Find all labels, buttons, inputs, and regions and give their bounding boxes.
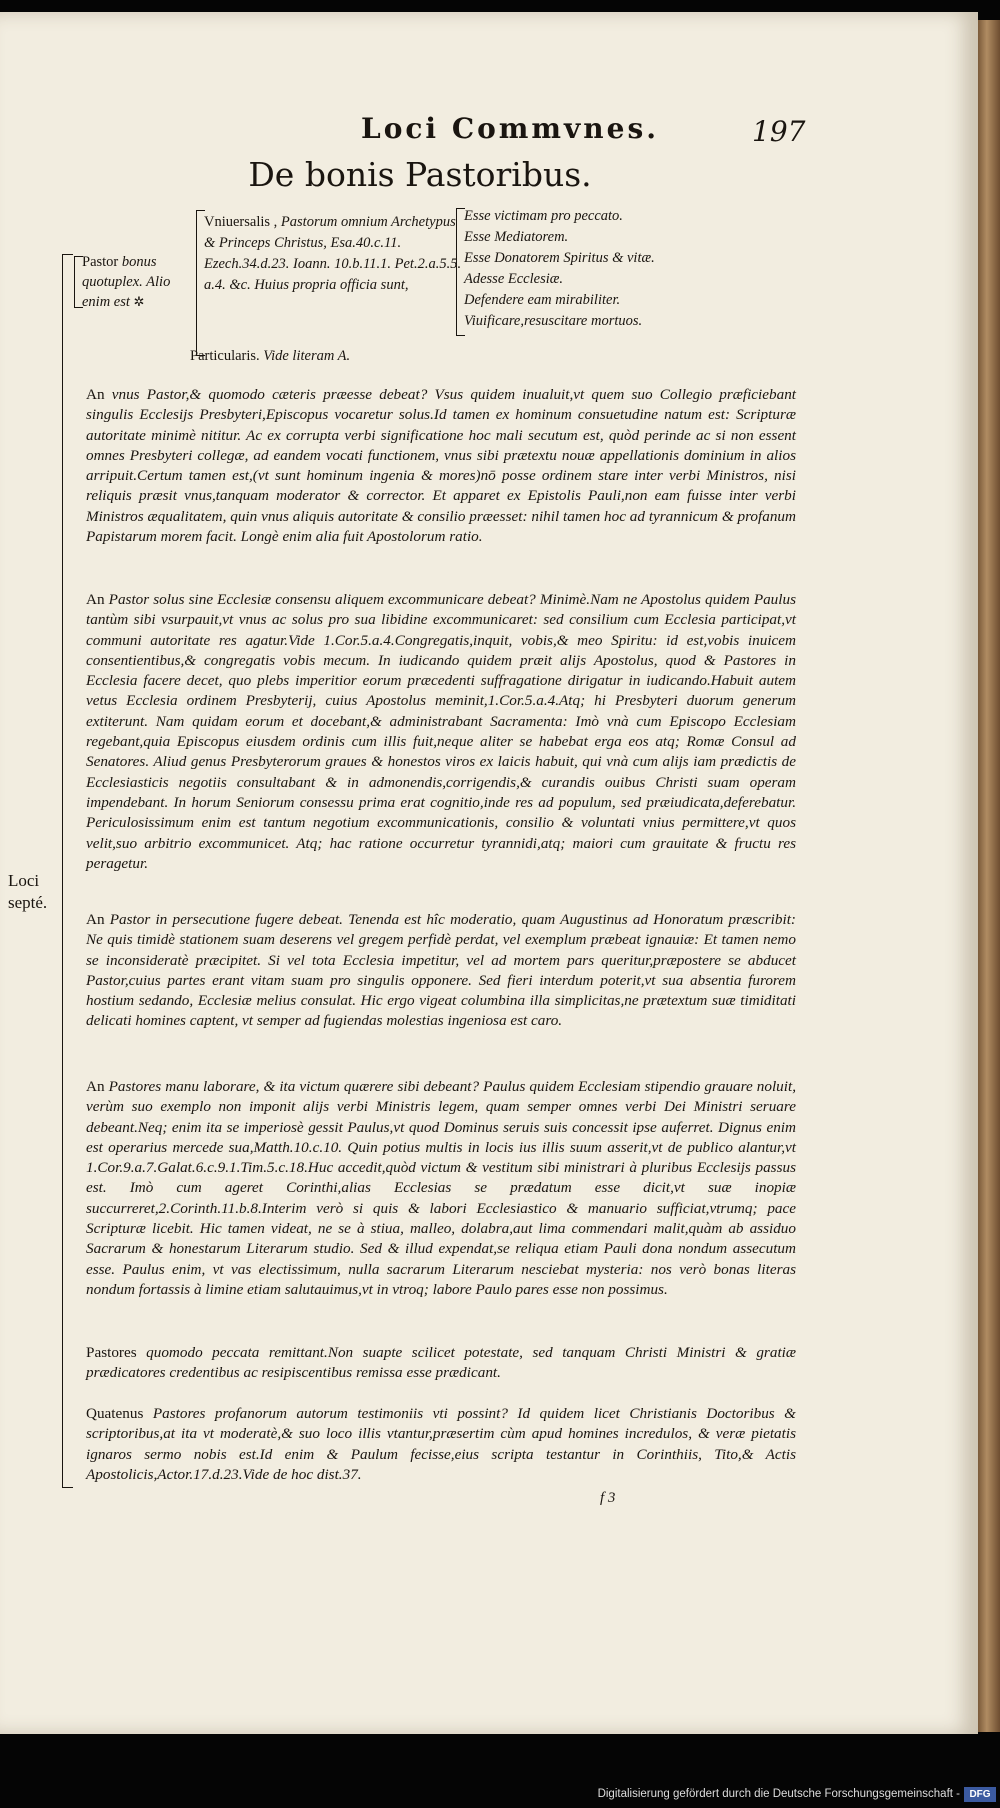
universalis-entry: [204, 212, 462, 296]
page-title: De bonis Pastoribus.: [248, 155, 592, 194]
asterisk-icon: ✲: [133, 294, 145, 309]
universalis-lead: Vniuersalis ,: [204, 214, 278, 230]
paragraph-text: vnus Pastor,& quomodo cæteris præesse debeat? Vsus quidem inualuit,vt quem suo Collegio præficiebant singulis Ecclesijs Presbyteri,Episcopus vocaretur solus.Id tamen ex hominum consuetudine natum est: Scripturæ autoritate minimè nititur. Ac ex corrupta verbi significatione hoc mali secutum est, quòd perinde ac si non essent omnes Presbyteri collegæ, ad eandem vocati functionem, vnus sibi prætextu nouæ appellationis dominium in alios arripuit.Certum tamen est,(vt sunt hominum ingenia & mores)nō posse ordinem stare inter verbi Ministros, nisi reliquis præsit vnus,tanquam moderator & corrector. Et apparet ex Epistolis Pauli,non eam fuisse inter verbi Ministros æqualitatem, quin vnus aliquis autoritate & consilio præesset: nihil tamen hoc ad tyrannicum & profanum Papistarum morem facit. Longè enim alia fuit Apostolorum ratio.: [86, 386, 797, 546]
officium-item: Defendere eam mirabiliter.: [464, 292, 621, 308]
book-page: [0, 12, 978, 1734]
paragraph: [86, 385, 796, 547]
particularis-lead: Particularis.: [190, 348, 260, 364]
running-head: Loci Commvnes.: [361, 112, 659, 145]
paragraph: [86, 1343, 796, 1384]
paragraph-lead: Quatenus: [86, 1405, 144, 1422]
pastor-label: [82, 252, 202, 312]
footer-bar: [0, 1785, 1000, 1808]
paragraph-text: quomodo peccata remittant.Non suapte scilicet potestate, sed tanquam Christi Ministri & gratiæ prædicatores credentibus ac resipiscentibus remissa esse prædicant.: [86, 1344, 797, 1382]
officium-item: Esse Mediatorem.: [464, 229, 569, 245]
paragraph-text: Pastores manu laborare, & ita victum quærere sibi debeant? Paulus quidem Ecclesiam stipendio grauare noluit, verùm suo exemplo non imponit alijs verbi Ministris legem, quam semper omnes verbi Dei Ministri seruare debeant.Neq; enim ita se imperiosè gessit Paulus,vt quod Dominus seruis suis concessit ipse auferret. Dignus enim est operarius mercede sua,Matth.10.c.10. Quin potius multis in locis ius illis suum asserit,vt de publico alantur,vt 1.Cor.9.a.7.Galat.6.c.9.1.Tim.5.c.18.Huc accedit,quòd victum & vestitum sibi ministrari à pluribus Ecclesijs passus est. Imò cum ageret Corinthi,alias Ecclesias se prædatum esse dicit,vt suæ inopiæ succurreret,2.Corinth.11.b.8.Interim verò si quis & labori Ecclesiastico & manuario sufficiat,vtrumq; pace Scripturæ licebit. Hic tamen videat, ne se à stiua, malleo, dolabra,aut lima commendari malit,quàm ab assiduo Sacrarum & honestarum Literarum studio. Sed & illud expendat,se reliqua etiam Pauli dona nondum assecutum esse. Paulus enim, vt vas electissimum, nulla sacrarum Literarum nesciebat mysteria: nos verò bonas literas nondum fortassis à limine etiam salutauimus,vt in vtroq; labore Paulo pares esse non possimus.: [86, 1078, 796, 1298]
page-number: 197: [752, 115, 806, 148]
paragraph-text: Pastor solus sine Ecclesiæ consensu aliquem excommunicare debeat? Minimè.Nam ne Apostolus quidem Paulus tantùm sibi vsurpauit,vt vnus ac solus pro sua libidine excommunicaret: sed consilium cum Ecclesia participat,vt communi autoritate res agatur.Vide 1.Cor.5.a.4.Congregatis,inquit, vobis,& meo Spiritu: id est,vobis inuicem consentientibus,& congregatis vobis mecum. In iudicando quidem præit alijs Apostolus, quod & Pastores in Ecclesia facere decet, quo plebs imperitior eorum præcedenti suffragatione dirigatur in iudicando.Habuit autem vetus Ecclesia ordinem Presbyterij, cuius Apostolus meminit,1.Cor.5.a.4.Atq; hi Presbyteri duorum generum extiterunt. Nam quidam eorum et docebant,& administrabant Sacramenta: Imò vnà cum Episcopo Ecclesiam regebant,quia Episcopus eiusdem ordinis cum illis fuit,neque aliter se habebat erga eos atq; Romæ Consul ad Senatores. Aliud genus Presbyterorum graues & honestos viros ex laicis habuit, qui vnà cum alijs iam prædictis de Ecclesiasticis negotiis consultabant & in admonendis,corrigendis,& curandis ouibus Christi suam operam impendebant. In horum Seniorum consessu prima erat cognitio,inde res ad populum, sed præiudicata,deferebatur. Periculosissimum enim est tantum negotium excommunicationis, consilio & voluntati vnius permittere,vt quos velit,suo arbitrio excommunicet. Atq; hac ratione occurretur tyrannidi,atq; maiori cum grauitate & fructu res peragetur.: [86, 591, 797, 872]
paragraph-lead: An: [86, 911, 105, 928]
particularis-entry: [190, 348, 350, 365]
footer-credit: Digitalisierung gefördert durch die Deutsche Forschungsgemeinschaft -: [597, 1788, 960, 1800]
signature-mark: f 3: [600, 1490, 616, 1506]
particularis-text: Vide literam A.: [263, 348, 351, 364]
officium-item: Esse victimam pro peccato.: [464, 208, 623, 224]
pastor-diagram: [60, 202, 720, 372]
paragraph: [86, 590, 796, 874]
officium-item: Adesse Ecclesiæ.: [464, 271, 564, 287]
pastor-label-text: bonus quotuplex. Alio enim est: [82, 254, 171, 310]
pastor-label-lead: Pastor: [82, 254, 119, 270]
loci-brace: [62, 254, 73, 1488]
officia-list: [464, 206, 774, 332]
paragraph: [86, 1404, 796, 1485]
paragraph: [86, 1077, 796, 1300]
dfg-logo-icon: DFG: [964, 1787, 996, 1802]
paragraph-lead: An: [86, 591, 105, 608]
paragraph-lead: Pastores: [86, 1344, 137, 1361]
book-edge: [978, 20, 1000, 1732]
paragraph: [86, 910, 796, 1032]
officium-item: Esse Donatorem Spiritus & vitæ.: [464, 250, 655, 266]
paragraph-lead: An: [86, 1078, 105, 1095]
paragraph-text: Pastores profanorum autorum testimoniis vti possint? Id quidem licet Christianis Doctoribus & scriptoribus,at ita vt moderatè,& suo loco illis vtantur,præsertim cùm apud homines incredulos, & veræ pietatis ignaros sermo nobis est.Id enim & Paulum fecisse,eius scripta testantur in Corinthiis, Tito,& Actis Apostolicis,Actor.17.d.23.Vide de hoc dist.37.: [86, 1405, 796, 1483]
side-label-loci: Loci septé.: [8, 871, 48, 912]
paragraph-lead: An: [86, 386, 105, 403]
officium-item: Viuificare,resuscitare mortuos.: [464, 313, 643, 329]
universalis-text: Pastorum omnium Archetypus & Princeps Christus, Esa.40.c.11. Ezech.34.d.23. Ioann. 10.b.11.1. Pet.2.a.5.5. a.4. &c. Huius propria officia sunt,: [204, 214, 462, 293]
paragraph-text: Pastor in persecutione fugere debeat. Tenenda est hîc moderatio, quam Augustinus ad Honoratum præscribit: Ne quis timidè stationem suam deserens vel gregem perfidè perdat, vel exemplum præbeat ignauiæ: Et tamen nemo se inconsideratè præcipitet. Si vel tota Ecclesia impetitur, vel ad mortem pars queritur,præpostere se abducet Pastor,cuius partes erant vitam suam pro singulis opponere. Sed fieri interdum poterit,vt sua absentia furorem hostium sedando, Ecclesiæ melius consulat. Hic ergo vigeat columbina illa simplicitas,ne prætextum suæ timiditati delicati homines captent, vt semper ad fugiendas molestias ingeniosa est caro.: [86, 911, 796, 1030]
